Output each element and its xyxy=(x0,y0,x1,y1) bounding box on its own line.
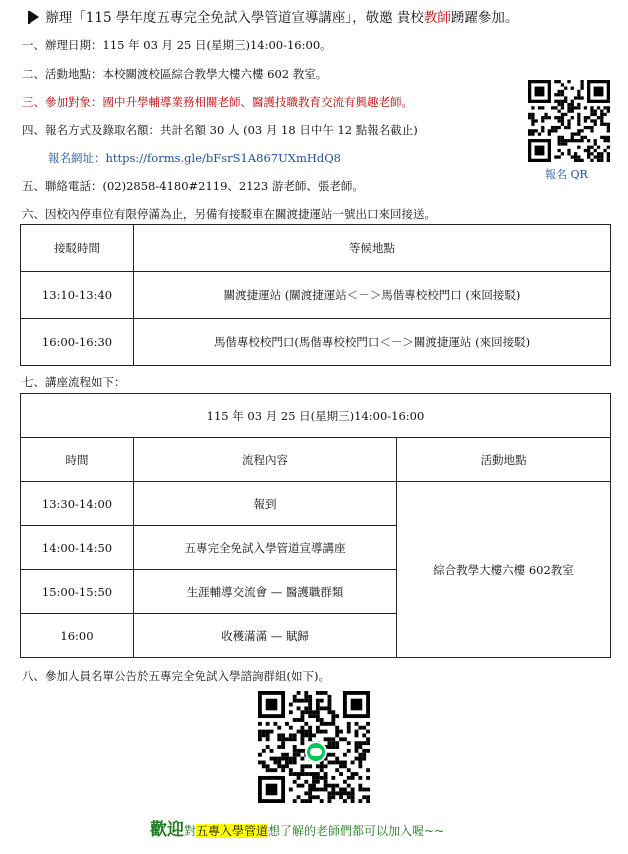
item-place: 二、活動地點：本校關渡校區綜合教學大樓六樓 602 教室。 xyxy=(22,67,328,81)
table-row xyxy=(21,482,611,526)
shuttle-header-row xyxy=(21,225,611,272)
schedule-cell-content: 收穫滿滿 — 賦歸 xyxy=(134,614,397,658)
table-row xyxy=(21,319,611,366)
flag-pennant xyxy=(30,11,39,23)
shuttle-cell-location: 馬偕專校校門口(馬偕專校校門口＜－＞關渡捷運站 (來回接駁) xyxy=(134,319,611,366)
schedule-header-location: 活動地點 xyxy=(397,438,611,482)
shuttle-cell-time: 13:10-13:40 xyxy=(21,272,134,319)
item-date: 一、辦理日期：115 年 03 月 25 日(星期三)14:00-16:00。 xyxy=(22,38,332,52)
item-target xyxy=(22,94,413,110)
item-target-value: 國中升學輔導業務相關老師、醫護技職教育交流有興趣老師。 xyxy=(102,95,413,109)
schedule-cell-content: 五專完全免試入學管道宣導講座 xyxy=(134,526,397,570)
footer-highlight: 五專入學管道 xyxy=(196,824,269,838)
intro-suffix: 踴躍參加。 xyxy=(450,10,519,26)
schedule-header-time: 時間 xyxy=(21,438,134,482)
schedule-cell-time: 16:00 xyxy=(21,614,134,658)
intro-line xyxy=(28,6,518,26)
footer-post: 想了解的老師們都可以加入喔~~ xyxy=(268,824,445,838)
schedule-cell-time: 13:30-14:00 xyxy=(21,482,134,526)
signup-url-link[interactable]: 報名網址：https://forms.gle/bFsrS1A867UXmHdQ8 xyxy=(48,151,342,165)
schedule-cell-content: 報到 xyxy=(134,482,397,526)
shuttle-table xyxy=(20,224,611,366)
item-notice: 八、參加人員名單公告於五專完全免試入學諮詢群組(如下)。 xyxy=(22,669,330,683)
schedule-cell-content: 生涯輔導交流會 — 醫護職群類 xyxy=(134,570,397,614)
item-signup: 四、報名方式及錄取名額：共計名額 30 人 (03 月 18 日中午 12 點報名截止) xyxy=(22,123,418,137)
footer-welcome xyxy=(150,815,444,840)
signup-qr-code-icon[interactable] xyxy=(528,80,610,162)
table-row xyxy=(21,272,611,319)
schedule-date-row xyxy=(21,394,611,438)
shuttle-cell-time: 16:00-16:30 xyxy=(21,319,134,366)
shuttle-header-time: 接駁時間 xyxy=(21,225,134,272)
item-parking: 六、因校內停車位有限停滿為止，另備有接駁車在關渡捷運站一號出口來回接送。 xyxy=(22,207,436,221)
item-phone: 五、聯絡電話：(02)2858-4180#2119、2123 游老師、張老師。 xyxy=(22,179,364,193)
qr-label: 報名 QR xyxy=(545,168,588,181)
schedule-table xyxy=(20,393,611,658)
schedule-header-content: 流程內容 xyxy=(134,438,397,482)
schedule-cell-location: 綜合教學大樓六樓 602教室 xyxy=(397,482,611,658)
item-target-label: 三、參加對象： xyxy=(22,95,103,109)
shuttle-cell-location: 關渡捷運站 (關渡捷運站＜－＞馬偕專校校門口 (來回接駁) xyxy=(134,272,611,319)
item-flow-title: 七、講座流程如下： xyxy=(22,375,126,389)
intro-prefix: 辦理「115 學年度五專完全免試入學管道宣導講座」，敬邀 貴校 xyxy=(45,10,424,26)
schedule-cell-time: 15:00-15:50 xyxy=(21,570,134,614)
schedule-date-header: 115 年 03 月 25 日(星期三)14:00-16:00 xyxy=(21,394,611,438)
intro-highlight: 教師 xyxy=(423,10,451,26)
footer-pre: 對 xyxy=(184,824,197,838)
shuttle-header-location: 等候地點 xyxy=(134,225,611,272)
footer-welcome-word: 歡迎 xyxy=(150,820,184,840)
schedule-header-row xyxy=(21,438,611,482)
schedule-cell-time: 14:00-14:50 xyxy=(21,526,134,570)
line-app-icon xyxy=(305,741,327,763)
